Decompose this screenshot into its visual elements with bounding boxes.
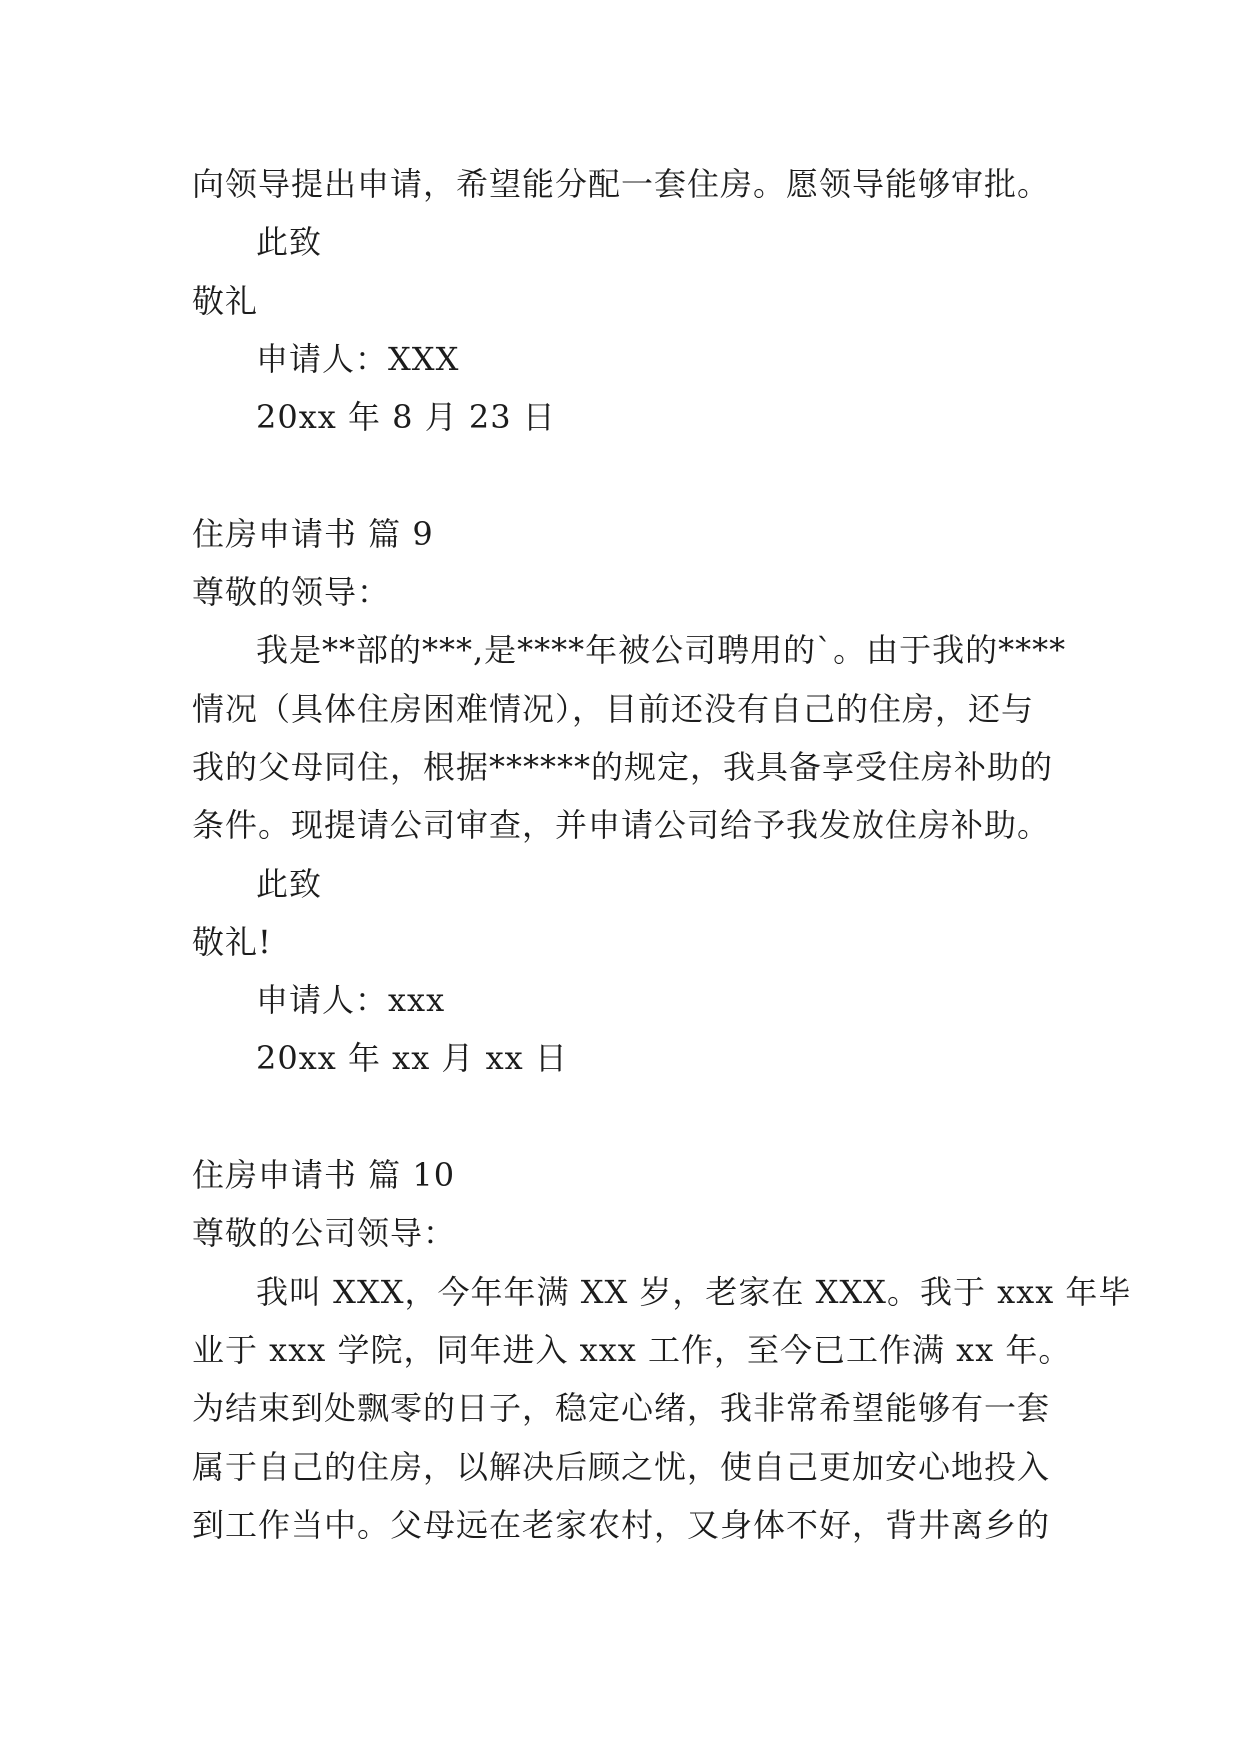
body-line: 我叫 XXX，今年年满 XX 岁，老家在 XXX。我于 xxx 年毕 bbox=[256, 1272, 1132, 1311]
body-line: 条件。现提请公司审查，并申请公司给予我发放住房补助。 bbox=[192, 806, 1051, 845]
letter-9 bbox=[192, 505, 1067, 1146]
applicant-line: 申请人：xxx bbox=[256, 981, 446, 1020]
salutation-line: 敬礼! bbox=[192, 922, 272, 961]
greeting-line: 尊敬的领导： bbox=[192, 573, 391, 612]
letter-8-fragment bbox=[192, 155, 1062, 505]
letter-title: 住房申请书 篇 10 bbox=[192, 1156, 456, 1195]
body-line: 属于自己的住房，以解决后顾之忧，使自己更加安心地投入 bbox=[192, 1447, 1051, 1486]
blank-line bbox=[192, 1088, 1062, 1146]
date-line: 20xx 年 xx 月 xx 日 bbox=[256, 1039, 568, 1078]
letter-10 bbox=[192, 1146, 1132, 1554]
blank-line bbox=[192, 446, 1062, 504]
greeting-line: 尊敬的公司领导： bbox=[192, 1214, 457, 1253]
body-line: 我的父母同住，根据******的规定，我具备享受住房补助的 bbox=[192, 747, 1054, 786]
closing-line: 此致 bbox=[256, 864, 323, 903]
body-line: 我是**部的***,是****年被公司聘用的`。由于我的**** bbox=[256, 631, 1067, 670]
body-line: 情况（具体住房困难情况），目前还没有自己的住房，还与 bbox=[192, 689, 1035, 728]
document-text bbox=[192, 155, 1132, 1554]
body-line: 向领导提出申请，希望能分配一套住房。愿领导能够审批。 bbox=[192, 165, 1051, 203]
letter-title: 住房申请书 篇 9 bbox=[192, 514, 434, 553]
date-line: 20xx 年 8 月 23 日 bbox=[256, 398, 556, 437]
salutation-line: 敬礼 bbox=[192, 281, 259, 320]
closing-line: 此致 bbox=[256, 223, 323, 262]
body-line: 业于 xxx 学院，同年进入 xxx 工作，至今已工作满 xx 年。 bbox=[192, 1330, 1072, 1369]
body-line: 到工作当中。父母远在老家农村，又身体不好，背井离乡的 bbox=[192, 1505, 1051, 1544]
applicant-line: 申请人：XXX bbox=[256, 339, 460, 378]
body-line: 为结束到处飘零的日子，稳定心绪，我非常希望能够有一套 bbox=[192, 1389, 1051, 1428]
